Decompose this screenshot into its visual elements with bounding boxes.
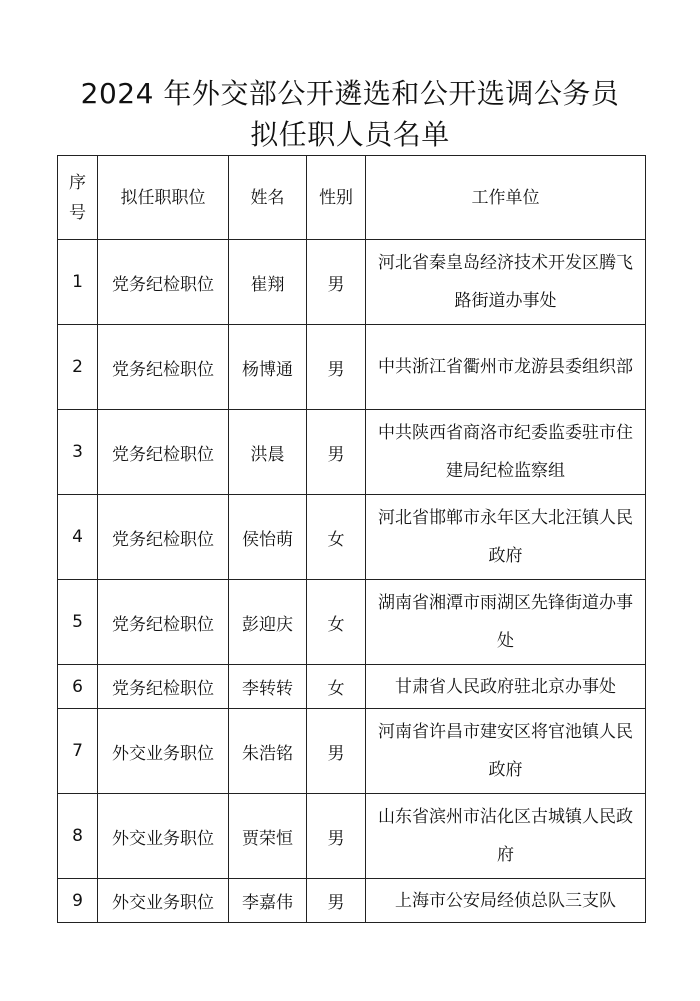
cell-no: 8 xyxy=(58,794,98,879)
table-row xyxy=(58,495,646,580)
cell-position: 党务纪检职位 xyxy=(98,240,229,325)
cell-no: 6 xyxy=(58,665,98,709)
cell-position: 党务纪检职位 xyxy=(98,410,229,495)
cell-sex: 女 xyxy=(307,580,366,665)
cell-no: 4 xyxy=(58,495,98,580)
cell-name: 李嘉伟 xyxy=(229,879,307,923)
cell-sex: 女 xyxy=(307,665,366,709)
cell-position: 外交业务职位 xyxy=(98,709,229,794)
cell-position: 外交业务职位 xyxy=(98,794,229,879)
cell-name: 彭迎庆 xyxy=(229,580,307,665)
cell-no: 9 xyxy=(58,879,98,923)
cell-unit: 河北省秦皇岛经济技术开发区腾飞路街道办事处 xyxy=(366,240,646,325)
cell-name: 侯怡萌 xyxy=(229,495,307,580)
cell-position: 党务纪检职位 xyxy=(98,580,229,665)
cell-unit: 中共陕西省商洛市纪委监委驻市住建局纪检监察组 xyxy=(366,410,646,495)
cell-unit: 中共浙江省衢州市龙游县委组织部 xyxy=(366,325,646,410)
cell-position: 党务纪检职位 xyxy=(98,495,229,580)
cell-sex: 女 xyxy=(307,495,366,580)
cell-no: 3 xyxy=(58,410,98,495)
document-title-line-1: 2024 年外交部公开遴选和公开选调公务员 xyxy=(80,77,620,110)
cell-no: 1 xyxy=(58,240,98,325)
cell-name: 朱浩铭 xyxy=(229,709,307,794)
cell-name: 崔翔 xyxy=(229,240,307,325)
table-row xyxy=(58,580,646,665)
header-sex: 性别 xyxy=(307,156,366,240)
cell-sex: 男 xyxy=(307,879,366,923)
header-no: 序号 xyxy=(58,156,98,240)
header-position: 拟任职职位 xyxy=(98,156,229,240)
document-title-line-2: 拟任职人员名单 xyxy=(250,118,450,151)
cell-unit: 河南省许昌市建安区将官池镇人民政府 xyxy=(366,709,646,794)
cell-position: 党务纪检职位 xyxy=(98,665,229,709)
table-row xyxy=(58,709,646,794)
appointee-table xyxy=(57,155,646,923)
cell-position: 党务纪检职位 xyxy=(98,325,229,410)
cell-unit: 甘肃省人民政府驻北京办事处 xyxy=(366,665,646,709)
table-row xyxy=(58,879,646,923)
cell-sex: 男 xyxy=(307,240,366,325)
table-row xyxy=(58,665,646,709)
cell-unit: 上海市公安局经侦总队三支队 xyxy=(366,879,646,923)
table-header-row xyxy=(58,156,646,240)
cell-no: 7 xyxy=(58,709,98,794)
cell-unit: 湖南省湘潭市雨湖区先锋街道办事处 xyxy=(366,580,646,665)
cell-sex: 男 xyxy=(307,410,366,495)
cell-no: 2 xyxy=(58,325,98,410)
header-unit: 工作单位 xyxy=(366,156,646,240)
cell-name: 李转转 xyxy=(229,665,307,709)
header-name: 姓名 xyxy=(229,156,307,240)
cell-sex: 男 xyxy=(307,325,366,410)
cell-unit: 山东省滨州市沾化区古城镇人民政府 xyxy=(366,794,646,879)
table-row xyxy=(58,240,646,325)
cell-name: 洪晨 xyxy=(229,410,307,495)
table-row xyxy=(58,410,646,495)
cell-unit: 河北省邯郸市永年区大北汪镇人民政府 xyxy=(366,495,646,580)
table-row xyxy=(58,325,646,410)
cell-sex: 男 xyxy=(307,794,366,879)
cell-name: 杨博通 xyxy=(229,325,307,410)
cell-position: 外交业务职位 xyxy=(98,879,229,923)
cell-name: 贾荣恒 xyxy=(229,794,307,879)
cell-sex: 男 xyxy=(307,709,366,794)
table-row xyxy=(58,794,646,879)
cell-no: 5 xyxy=(58,580,98,665)
